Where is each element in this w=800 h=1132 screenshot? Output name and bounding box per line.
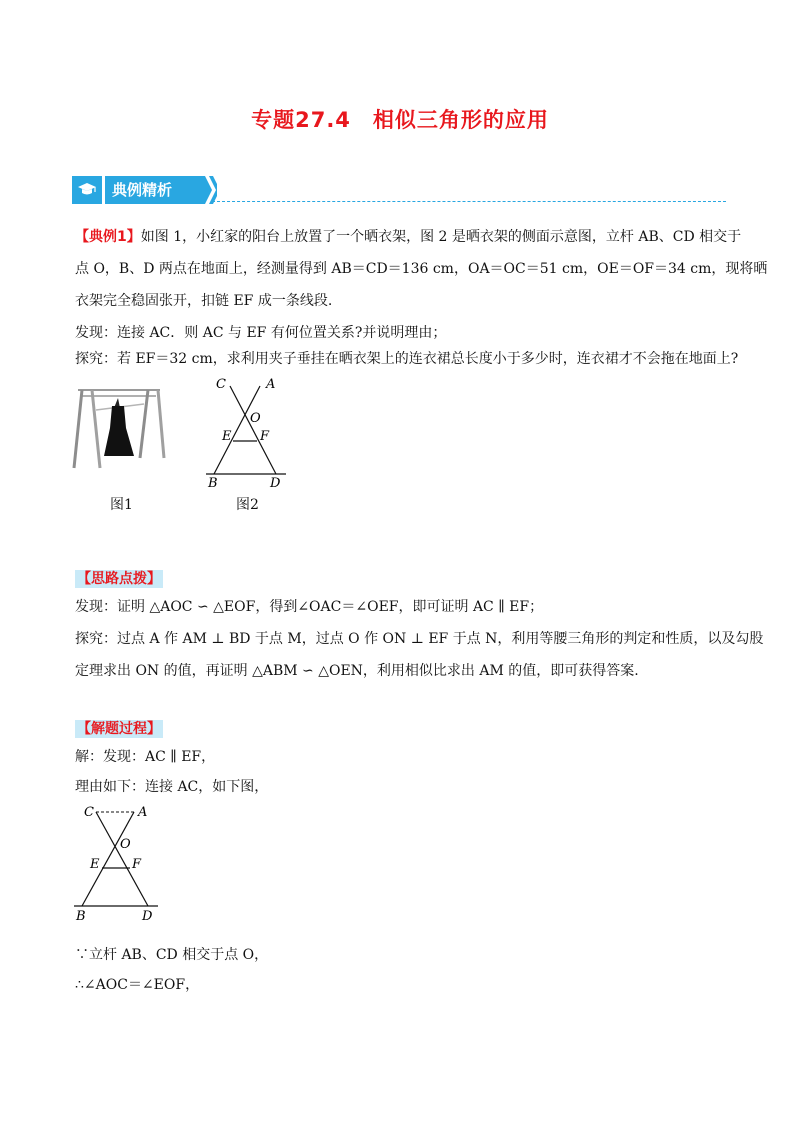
sol-label-D: D <box>142 909 153 924</box>
label-O: O <box>250 411 261 426</box>
sol-label-E: E <box>90 857 100 872</box>
solution-heading <box>75 720 735 738</box>
label-E: E <box>222 429 232 444</box>
solution-line-3: ∵立杆 AB、CD 相交于点 O， <box>75 947 269 963</box>
example-line-5: 探究：若 EF＝32 cm，求利用夹子垂挂在晒衣架上的连衣裙总长度小于多少时，连衣裙才不会拖在地面上? <box>75 351 739 367</box>
example-line-4: 发现：连接 AC．则 AC 与 EF 有何位置关系?并说明理由； <box>75 325 447 341</box>
example-line-2: 点 O，B、D 两点在地面上，经测量得到 AB＝CD＝136 cm，OA＝OC＝51 cm，OE＝OF＝34 cm，现将晒 <box>75 261 768 277</box>
sol-label-B: B <box>76 909 86 924</box>
sol-label-C: C <box>84 805 94 820</box>
hint-heading <box>75 570 735 588</box>
example-line-1 <box>75 228 742 246</box>
page-title: 专题27.4 相似三角形的应用 <box>251 108 549 132</box>
hint-line-1: 发现：证明 △AOC ∽ △EOF，得到∠OAC＝∠OEF，即可证明 AC ∥ EF； <box>75 599 544 615</box>
rack-side-view-diagram <box>200 372 300 492</box>
solution-tag: 【解题过程】 <box>77 721 161 737</box>
section-divider <box>212 201 726 202</box>
example-tag: 【典例1】 <box>75 229 141 245</box>
solution-line-4: ∴∠AOC＝∠EOF， <box>75 977 200 993</box>
fig1-caption: 图1 <box>110 497 133 513</box>
banner-label: 典例精析 <box>112 181 173 199</box>
example-line-3: 衣架完全稳固张开，扣链 EF 成一条线段. <box>75 293 333 309</box>
hint-tag: 【思路点拨】 <box>77 571 161 587</box>
solution-line-2: 理由如下：连接 AC，如下图， <box>75 779 269 795</box>
solution-diagram <box>72 800 172 924</box>
sol-label-O: O <box>120 837 131 852</box>
label-D: D <box>270 476 281 491</box>
sol-label-F: F <box>132 857 142 872</box>
example-text-1: 如图 1，小红家的阳台上放置了一个晒衣架，图 2 是晒衣架的侧面示意图，立杆 AB、CD 相交于 <box>140 229 742 245</box>
graduation-cap-icon <box>77 181 97 199</box>
hint-line-3: 定理求出 ON 的值，再证明 △ABM ∽ △OEN，利用相似比求出 AM 的值，即可获得答案. <box>75 663 639 679</box>
clothes-rack-photo <box>68 382 168 474</box>
hint-line-2: 探究：过点 A 作 AM ⊥ BD 于点 M，过点 O 作 ON ⊥ EF 于点 N，利用等腰三角形的判定和性质，以及勾股 <box>75 631 764 647</box>
solution-line-1: 解：发现：AC ∥ EF， <box>75 749 216 765</box>
label-A: A <box>266 377 276 392</box>
label-F: F <box>260 429 270 444</box>
label-C: C <box>216 377 226 392</box>
sol-label-A: A <box>138 805 148 820</box>
fig2-caption: 图2 <box>236 497 259 513</box>
label-B: B <box>208 476 218 491</box>
